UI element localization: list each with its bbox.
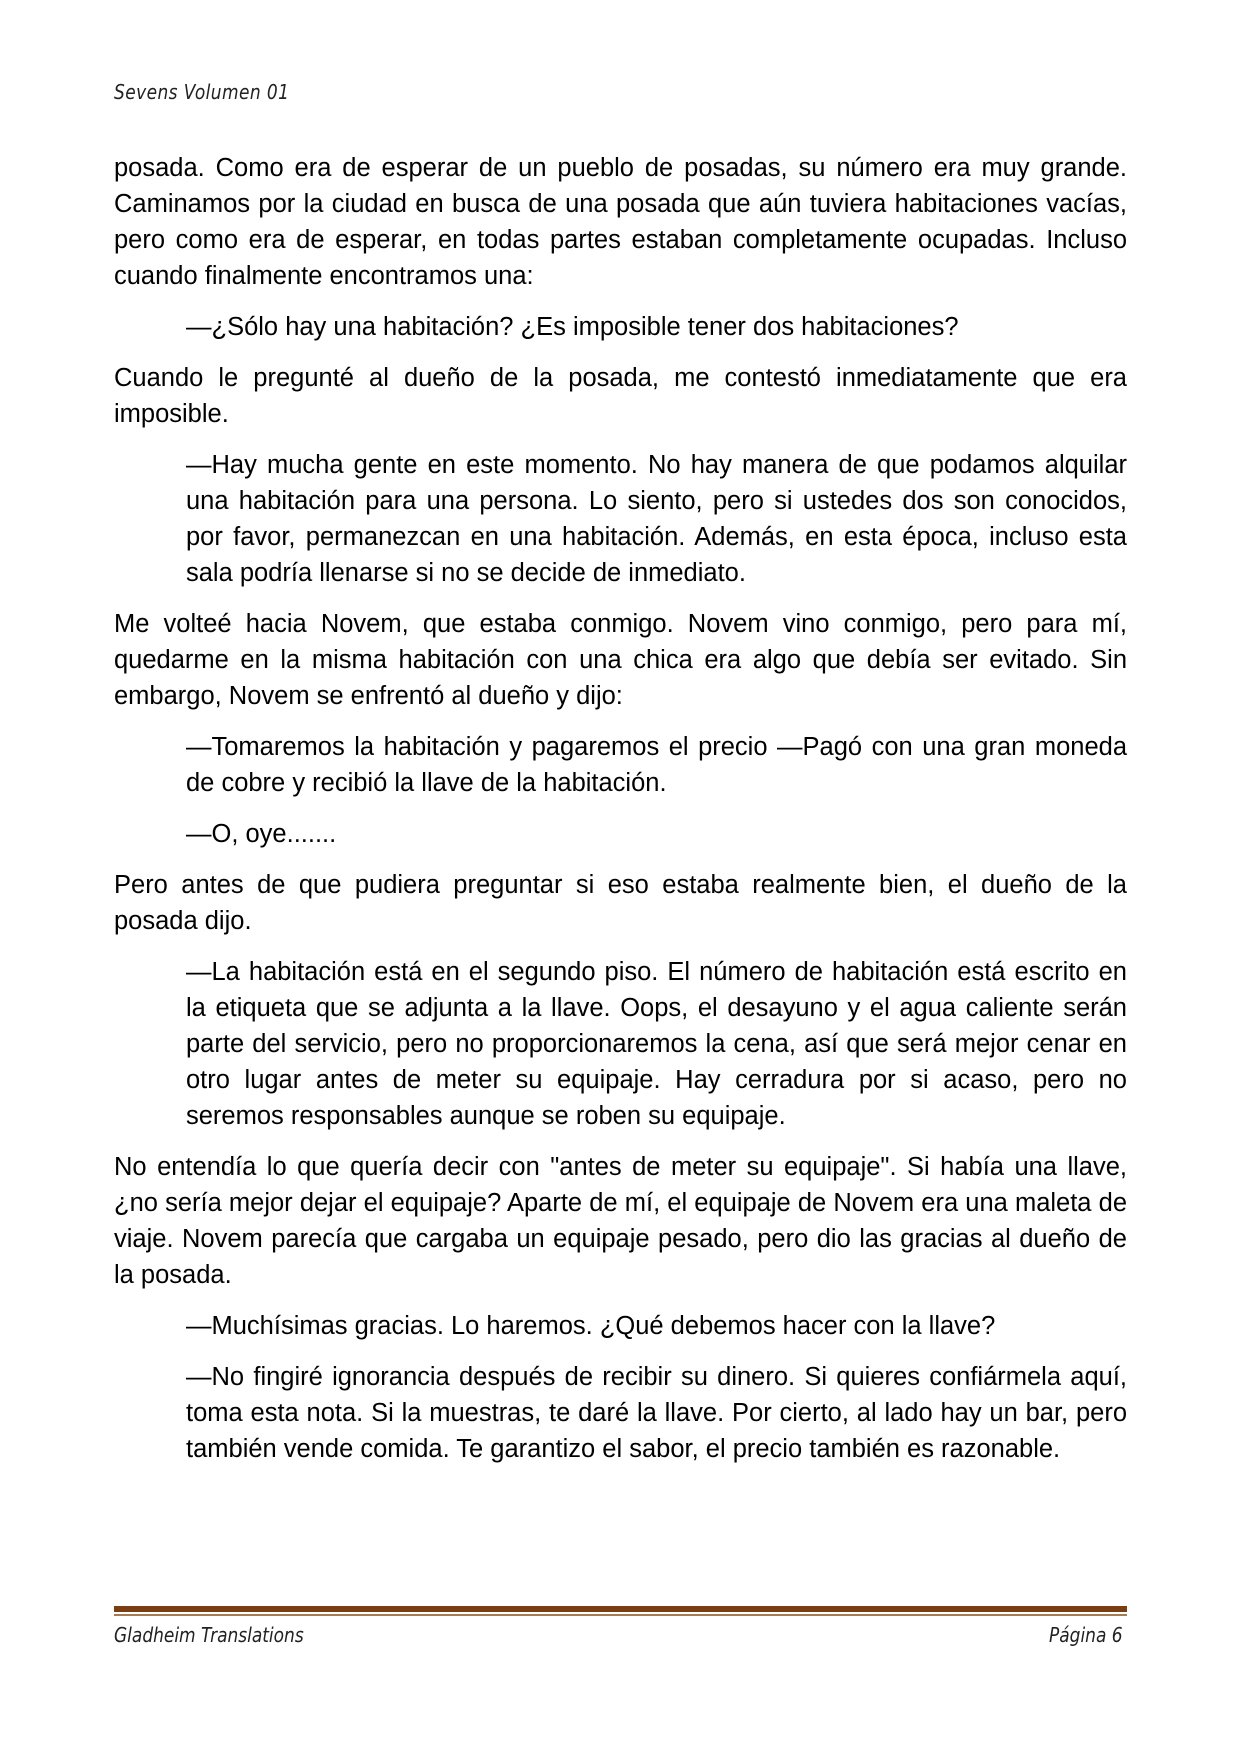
footer-divider — [114, 1606, 1127, 1616]
narration-paragraph: Cuando le pregunté al dueño de la posada, me contestó inmediatamente que era imposible. — [114, 364, 1127, 428]
dialogue-paragraph: —Muchísimas gracias. Lo haremos. ¿Qué debemos hacer con la llave? — [186, 1312, 996, 1340]
narration-paragraph: Pero antes de que pudiera preguntar si eso estaba realmente bien, el dueño de la posada dijo. — [114, 871, 1127, 935]
dialogue-paragraph: —O, oye....... — [186, 820, 337, 848]
footer-divider-thin — [114, 1614, 1127, 1616]
dialogue-paragraph: —La habitación está en el segundo piso. El número de habitación está escrito en la etiqueta que se adjunta a la llave. Oops, el desayuno y el agua caliente serán parte del servicio, pero no proporcionaremos la cena, así que será mejor cenar en otro lugar antes de meter su equipaje. Hay cerradura por si acaso, pero no seremos responsables aunque se roben su equipaje. — [186, 958, 1127, 1130]
narration-paragraph: Me volteé hacia Novem, que estaba conmigo. Novem vino conmigo, pero para mí, quedarme en la misma habitación con una chica era algo que debía ser evitado. Sin embargo, Novem se enfrentó al dueño y dijo: — [114, 610, 1127, 710]
page-number: Página 6 — [1049, 1623, 1123, 1647]
dialogue-paragraph: —No fingiré ignorancia después de recibir su dinero. Si quieres confiármela aquí, toma esta nota. Si la muestras, te daré la llave. Por cierto, al lado hay un bar, pero también vende comida. Te garantizo el sabor, el precio también es razonable. — [186, 1363, 1127, 1463]
dialogue-paragraph: —¿Sólo hay una habitación? ¿Es imposible tener dos habitaciones? — [186, 313, 959, 341]
dialogue-paragraph: —Hay mucha gente en este momento. No hay manera de que podamos alquilar una habitación para una persona. Lo siento, pero si ustedes dos son conocidos, por favor, permanezcan en una habitación. Además, en esta época, incluso esta sala podría llenarse si no se decide de inmediato. — [186, 451, 1127, 587]
footer-divider-thick — [114, 1606, 1127, 1612]
narration-paragraph: No entendía lo que quería decir con "antes de meter su equipaje". Si había una llave, ¿no sería mejor dejar el equipaje? Aparte de mí, el equipaje de Novem era una maleta de viaje. Novem parecía que cargaba un equipaje pesado, pero dio las gracias al dueño de la posada. — [114, 1153, 1127, 1289]
running-header: Sevens Volumen 01 — [114, 80, 290, 104]
footer-publisher: Gladheim Translations — [114, 1623, 304, 1647]
page-body — [114, 150, 1127, 1482]
dialogue-paragraph: —Tomaremos la habitación y pagaremos el precio —Pagó con una gran moneda de cobre y recibió la llave de la habitación. — [186, 733, 1127, 797]
narration-paragraph: posada. Como era de esperar de un pueblo de posadas, su número era muy grande. Caminamos por la ciudad en busca de una posada que aún tuviera habitaciones vacías, pero como era de esperar, en todas partes estaban completamente ocupadas. Incluso cuando finalmente encontramos una: — [114, 154, 1127, 290]
